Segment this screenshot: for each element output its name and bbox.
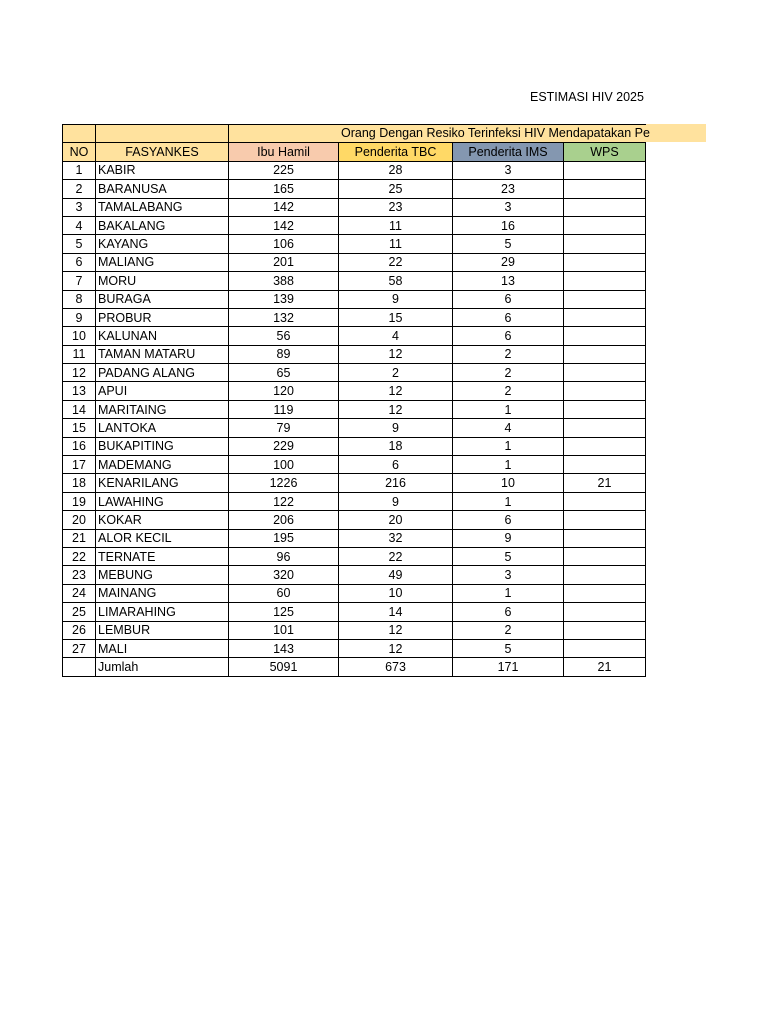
row-fasyankes-cell: MEBUNG bbox=[96, 566, 229, 584]
row-wps-cell bbox=[564, 364, 646, 382]
row-wps-cell bbox=[564, 327, 646, 345]
row-penderita-tbc-cell: 11 bbox=[339, 235, 453, 253]
row-penderita-ims-cell: 6 bbox=[453, 308, 564, 326]
table-row bbox=[63, 603, 646, 621]
row-no-cell: 10 bbox=[63, 327, 96, 345]
table-row bbox=[63, 382, 646, 400]
row-fasyankes-cell: ALOR KECIL bbox=[96, 529, 229, 547]
row-wps-cell: 21 bbox=[564, 474, 646, 492]
row-penderita-tbc-cell: 10 bbox=[339, 584, 453, 602]
header-row bbox=[63, 143, 646, 161]
row-no-cell: 1 bbox=[63, 161, 96, 179]
row-ibu-hamil-cell: 60 bbox=[229, 584, 339, 602]
row-no-cell: 20 bbox=[63, 511, 96, 529]
row-penderita-ims-cell: 23 bbox=[453, 180, 564, 198]
row-fasyankes-cell: MALIANG bbox=[96, 253, 229, 271]
row-no-cell: 2 bbox=[63, 180, 96, 198]
row-no-cell: 9 bbox=[63, 308, 96, 326]
row-wps-cell bbox=[564, 603, 646, 621]
wps-header: WPS bbox=[564, 143, 646, 161]
row-penderita-tbc-cell: 12 bbox=[339, 639, 453, 657]
table-row bbox=[63, 639, 646, 657]
row-penderita-ims-cell: 6 bbox=[453, 511, 564, 529]
row-wps-cell bbox=[564, 621, 646, 639]
row-fasyankes-cell: LANTOKA bbox=[96, 419, 229, 437]
row-wps-cell bbox=[564, 456, 646, 474]
row-no-cell: 7 bbox=[63, 272, 96, 290]
row-fasyankes-cell: MADEMANG bbox=[96, 456, 229, 474]
row-penderita-ims-cell: 6 bbox=[453, 290, 564, 308]
total-ibu-hamil: 5091 bbox=[229, 658, 339, 676]
row-fasyankes-cell: TAMALABANG bbox=[96, 198, 229, 216]
document-title: ESTIMASI HIV 2025 bbox=[530, 90, 644, 104]
row-no-cell: 19 bbox=[63, 492, 96, 510]
row-penderita-ims-cell: 3 bbox=[453, 566, 564, 584]
row-penderita-ims-cell: 29 bbox=[453, 253, 564, 271]
row-wps-cell bbox=[564, 437, 646, 455]
row-fasyankes-cell: LEMBUR bbox=[96, 621, 229, 639]
row-wps-cell bbox=[564, 492, 646, 510]
row-ibu-hamil-cell: 206 bbox=[229, 511, 339, 529]
row-ibu-hamil-cell: 120 bbox=[229, 382, 339, 400]
fasyankes-header: FASYANKES bbox=[96, 143, 229, 161]
row-penderita-ims-cell: 1 bbox=[453, 456, 564, 474]
row-fasyankes-cell: MORU bbox=[96, 272, 229, 290]
row-penderita-tbc-cell: 58 bbox=[339, 272, 453, 290]
table-row bbox=[63, 345, 646, 363]
row-ibu-hamil-cell: 96 bbox=[229, 547, 339, 565]
row-ibu-hamil-cell: 165 bbox=[229, 180, 339, 198]
row-no-cell: 8 bbox=[63, 290, 96, 308]
row-fasyankes-cell: LIMARAHING bbox=[96, 603, 229, 621]
row-wps-cell bbox=[564, 584, 646, 602]
row-penderita-tbc-cell: 20 bbox=[339, 511, 453, 529]
row-wps-cell bbox=[564, 400, 646, 418]
penderita-tbc-header: Penderita TBC bbox=[339, 143, 453, 161]
total-wps: 21 bbox=[564, 658, 646, 676]
total-penderita-ims: 171 bbox=[453, 658, 564, 676]
row-ibu-hamil-cell: 320 bbox=[229, 566, 339, 584]
row-penderita-tbc-cell: 12 bbox=[339, 400, 453, 418]
row-penderita-tbc-cell: 15 bbox=[339, 308, 453, 326]
row-no-cell: 27 bbox=[63, 639, 96, 657]
row-fasyankes-cell: KENARILANG bbox=[96, 474, 229, 492]
total-row bbox=[63, 658, 646, 676]
row-penderita-tbc-cell: 12 bbox=[339, 382, 453, 400]
table-row bbox=[63, 290, 646, 308]
row-penderita-tbc-cell: 9 bbox=[339, 290, 453, 308]
row-ibu-hamil-cell: 89 bbox=[229, 345, 339, 363]
row-no-cell: 23 bbox=[63, 566, 96, 584]
row-wps-cell bbox=[564, 382, 646, 400]
row-penderita-ims-cell: 5 bbox=[453, 547, 564, 565]
row-penderita-tbc-cell: 14 bbox=[339, 603, 453, 621]
row-penderita-tbc-cell: 12 bbox=[339, 621, 453, 639]
row-no-cell: 16 bbox=[63, 437, 96, 455]
table-row bbox=[63, 474, 646, 492]
total-penderita-tbc: 673 bbox=[339, 658, 453, 676]
row-fasyankes-cell: MALI bbox=[96, 639, 229, 657]
row-no-cell: 11 bbox=[63, 345, 96, 363]
row-wps-cell bbox=[564, 419, 646, 437]
total-label: Jumlah bbox=[96, 658, 229, 676]
row-penderita-tbc-cell: 23 bbox=[339, 198, 453, 216]
table-row bbox=[63, 511, 646, 529]
row-penderita-ims-cell: 3 bbox=[453, 161, 564, 179]
row-wps-cell bbox=[564, 216, 646, 234]
header-row-top bbox=[63, 125, 646, 143]
total-no-cell bbox=[63, 658, 96, 676]
penderita-ims-header: Penderita IMS bbox=[453, 143, 564, 161]
table-body bbox=[63, 161, 646, 658]
table-row bbox=[63, 198, 646, 216]
table-row bbox=[63, 161, 646, 179]
table-row bbox=[63, 308, 646, 326]
row-ibu-hamil-cell: 201 bbox=[229, 253, 339, 271]
row-penderita-ims-cell: 9 bbox=[453, 529, 564, 547]
row-ibu-hamil-cell: 101 bbox=[229, 621, 339, 639]
row-penderita-ims-cell: 1 bbox=[453, 400, 564, 418]
row-no-cell: 3 bbox=[63, 198, 96, 216]
row-ibu-hamil-cell: 225 bbox=[229, 161, 339, 179]
row-penderita-ims-cell: 2 bbox=[453, 382, 564, 400]
row-fasyankes-cell: PROBUR bbox=[96, 308, 229, 326]
row-no-cell: 14 bbox=[63, 400, 96, 418]
table-row bbox=[63, 566, 646, 584]
row-fasyankes-cell: MAINANG bbox=[96, 584, 229, 602]
row-penderita-ims-cell: 3 bbox=[453, 198, 564, 216]
row-ibu-hamil-cell: 388 bbox=[229, 272, 339, 290]
row-no-cell: 25 bbox=[63, 603, 96, 621]
row-no-cell: 18 bbox=[63, 474, 96, 492]
group-header-text: Orang Dengan Resiko Terinfeksi HIV Mendapatakan Pe bbox=[341, 126, 650, 140]
table-row bbox=[63, 584, 646, 602]
row-ibu-hamil-cell: 195 bbox=[229, 529, 339, 547]
row-wps-cell bbox=[564, 547, 646, 565]
row-fasyankes-cell: BUKAPITING bbox=[96, 437, 229, 455]
row-penderita-tbc-cell: 9 bbox=[339, 492, 453, 510]
row-wps-cell bbox=[564, 180, 646, 198]
row-wps-cell bbox=[564, 345, 646, 363]
row-ibu-hamil-cell: 1226 bbox=[229, 474, 339, 492]
row-penderita-tbc-cell: 6 bbox=[339, 456, 453, 474]
row-penderita-ims-cell: 5 bbox=[453, 639, 564, 657]
row-fasyankes-cell: MARITAING bbox=[96, 400, 229, 418]
table-row bbox=[63, 327, 646, 345]
row-penderita-tbc-cell: 25 bbox=[339, 180, 453, 198]
table-row bbox=[63, 364, 646, 382]
row-penderita-ims-cell: 2 bbox=[453, 621, 564, 639]
row-penderita-tbc-cell: 49 bbox=[339, 566, 453, 584]
table-row bbox=[63, 180, 646, 198]
row-ibu-hamil-cell: 100 bbox=[229, 456, 339, 474]
table-row bbox=[63, 529, 646, 547]
row-penderita-tbc-cell: 22 bbox=[339, 547, 453, 565]
row-wps-cell bbox=[564, 235, 646, 253]
table-row bbox=[63, 547, 646, 565]
row-fasyankes-cell: KALUNAN bbox=[96, 327, 229, 345]
row-no-cell: 4 bbox=[63, 216, 96, 234]
no-header-top-cell bbox=[63, 125, 96, 143]
row-wps-cell bbox=[564, 161, 646, 179]
row-penderita-ims-cell: 1 bbox=[453, 584, 564, 602]
row-no-cell: 13 bbox=[63, 382, 96, 400]
row-penderita-tbc-cell: 28 bbox=[339, 161, 453, 179]
row-penderita-ims-cell: 6 bbox=[453, 603, 564, 621]
row-wps-cell bbox=[564, 290, 646, 308]
row-penderita-ims-cell: 16 bbox=[453, 216, 564, 234]
row-ibu-hamil-cell: 139 bbox=[229, 290, 339, 308]
row-no-cell: 26 bbox=[63, 621, 96, 639]
row-penderita-tbc-cell: 22 bbox=[339, 253, 453, 271]
row-penderita-ims-cell: 1 bbox=[453, 437, 564, 455]
row-ibu-hamil-cell: 142 bbox=[229, 216, 339, 234]
row-penderita-tbc-cell: 32 bbox=[339, 529, 453, 547]
table-row bbox=[63, 235, 646, 253]
row-ibu-hamil-cell: 122 bbox=[229, 492, 339, 510]
row-no-cell: 21 bbox=[63, 529, 96, 547]
row-penderita-ims-cell: 5 bbox=[453, 235, 564, 253]
row-ibu-hamil-cell: 143 bbox=[229, 639, 339, 657]
row-penderita-ims-cell: 2 bbox=[453, 345, 564, 363]
table-row bbox=[63, 253, 646, 271]
row-ibu-hamil-cell: 229 bbox=[229, 437, 339, 455]
row-fasyankes-cell: KAYANG bbox=[96, 235, 229, 253]
row-fasyankes-cell: KOKAR bbox=[96, 511, 229, 529]
row-ibu-hamil-cell: 106 bbox=[229, 235, 339, 253]
row-fasyankes-cell: APUI bbox=[96, 382, 229, 400]
table-row bbox=[63, 216, 646, 234]
row-penderita-tbc-cell: 12 bbox=[339, 345, 453, 363]
estimation-table bbox=[62, 124, 646, 677]
table-row bbox=[63, 419, 646, 437]
no-header: NO bbox=[63, 143, 96, 161]
row-ibu-hamil-cell: 65 bbox=[229, 364, 339, 382]
row-no-cell: 22 bbox=[63, 547, 96, 565]
row-fasyankes-cell: PADANG ALANG bbox=[96, 364, 229, 382]
row-no-cell: 5 bbox=[63, 235, 96, 253]
table-row bbox=[63, 492, 646, 510]
row-no-cell: 6 bbox=[63, 253, 96, 271]
row-ibu-hamil-cell: 142 bbox=[229, 198, 339, 216]
row-no-cell: 24 bbox=[63, 584, 96, 602]
row-fasyankes-cell: BURAGA bbox=[96, 290, 229, 308]
row-fasyankes-cell: TERNATE bbox=[96, 547, 229, 565]
fasyankes-header-top-cell bbox=[96, 125, 229, 143]
row-wps-cell bbox=[564, 198, 646, 216]
row-wps-cell bbox=[564, 308, 646, 326]
row-penderita-tbc-cell: 11 bbox=[339, 216, 453, 234]
row-penderita-tbc-cell: 216 bbox=[339, 474, 453, 492]
row-wps-cell bbox=[564, 566, 646, 584]
row-wps-cell bbox=[564, 529, 646, 547]
row-fasyankes-cell: LAWAHING bbox=[96, 492, 229, 510]
row-no-cell: 17 bbox=[63, 456, 96, 474]
row-no-cell: 15 bbox=[63, 419, 96, 437]
table-row bbox=[63, 400, 646, 418]
table-row bbox=[63, 456, 646, 474]
row-wps-cell bbox=[564, 253, 646, 271]
table-row bbox=[63, 437, 646, 455]
row-ibu-hamil-cell: 125 bbox=[229, 603, 339, 621]
row-penderita-ims-cell: 6 bbox=[453, 327, 564, 345]
table-row bbox=[63, 272, 646, 290]
row-wps-cell bbox=[564, 639, 646, 657]
row-fasyankes-cell: TAMAN MATARU bbox=[96, 345, 229, 363]
row-ibu-hamil-cell: 119 bbox=[229, 400, 339, 418]
row-ibu-hamil-cell: 56 bbox=[229, 327, 339, 345]
row-penderita-tbc-cell: 18 bbox=[339, 437, 453, 455]
ibu-hamil-header: Ibu Hamil bbox=[229, 143, 339, 161]
row-penderita-ims-cell: 13 bbox=[453, 272, 564, 290]
row-fasyankes-cell: BAKALANG bbox=[96, 216, 229, 234]
row-penderita-ims-cell: 2 bbox=[453, 364, 564, 382]
table-row bbox=[63, 621, 646, 639]
row-fasyankes-cell: KABIR bbox=[96, 161, 229, 179]
row-penderita-tbc-cell: 2 bbox=[339, 364, 453, 382]
row-penderita-ims-cell: 10 bbox=[453, 474, 564, 492]
row-penderita-ims-cell: 1 bbox=[453, 492, 564, 510]
row-wps-cell bbox=[564, 272, 646, 290]
row-fasyankes-cell: BARANUSA bbox=[96, 180, 229, 198]
row-no-cell: 12 bbox=[63, 364, 96, 382]
row-wps-cell bbox=[564, 511, 646, 529]
group-header-cell bbox=[229, 125, 646, 143]
row-ibu-hamil-cell: 132 bbox=[229, 308, 339, 326]
row-penderita-tbc-cell: 4 bbox=[339, 327, 453, 345]
row-penderita-tbc-cell: 9 bbox=[339, 419, 453, 437]
row-ibu-hamil-cell: 79 bbox=[229, 419, 339, 437]
row-penderita-ims-cell: 4 bbox=[453, 419, 564, 437]
